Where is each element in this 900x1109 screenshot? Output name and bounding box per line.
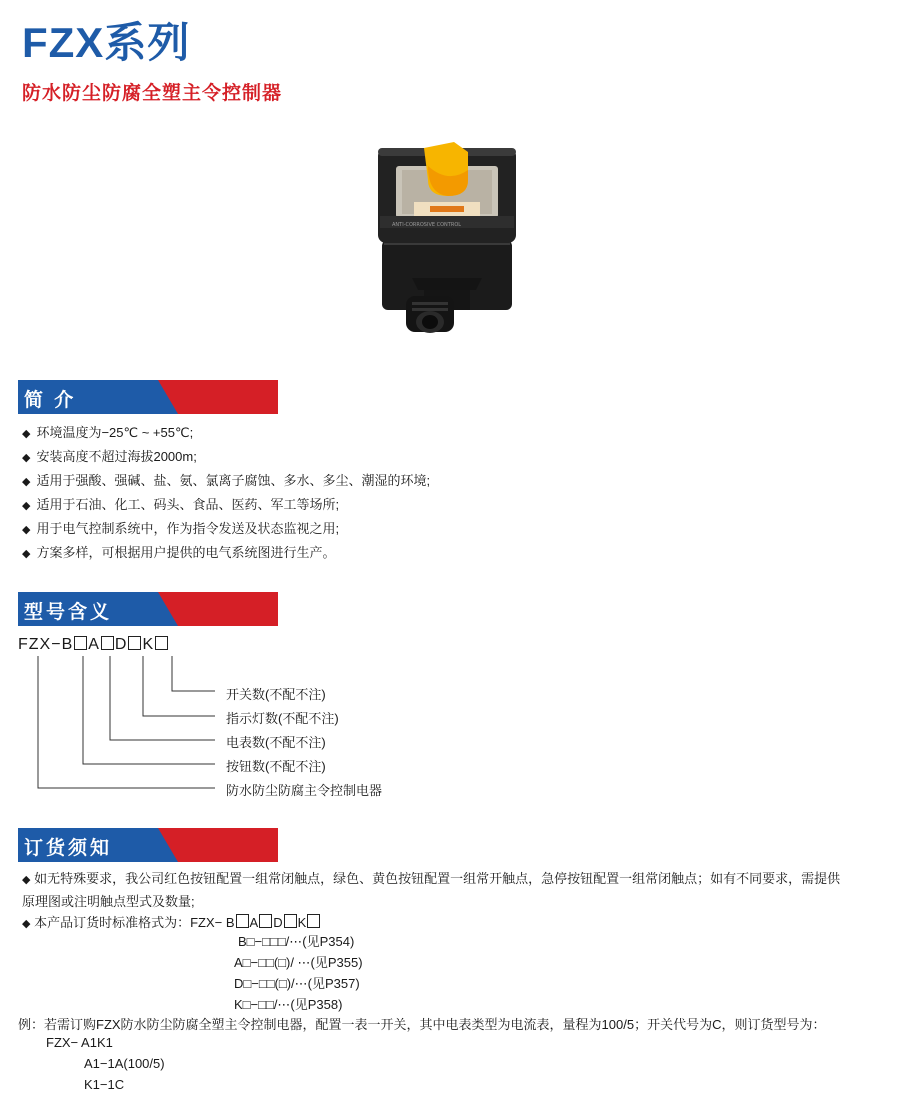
legend-meter-count: 电表数(不配不注) bbox=[226, 735, 326, 750]
model-code: FZX−B A D K bbox=[18, 636, 169, 654]
example-code-2: A1−1A(100/5) bbox=[84, 1056, 165, 1071]
section-heading: 简 介 bbox=[24, 390, 77, 411]
list-item: ◆ 适用于强酸、强碱、盐、氨、氯离子腐蚀、多水、多尘、潮湿的环境; bbox=[22, 473, 431, 488]
diamond-bullet-icon: ◆ bbox=[22, 500, 31, 512]
list-item: ◆ 适用于石油、化工、码头、食品、医药、军工等场所; bbox=[22, 497, 340, 512]
order-note-cont: 原理图或注明触点型式及数量; bbox=[22, 894, 195, 909]
legend-button-count: 按钮数(不配不注) bbox=[226, 759, 326, 774]
order-example: 例：若需订购FZX防水防尘防腐全塑主令控制电器，配置一表一开关，其中电表类型为电流表，量程为100/5；开关代号为C，则订货型号为： bbox=[18, 1017, 826, 1032]
diamond-bullet-icon: ◆ bbox=[22, 548, 31, 560]
format-d: D□−□□(□)/⋯(见P357) bbox=[234, 976, 360, 991]
order-notes bbox=[22, 868, 882, 935]
order-format: ◆ 本产品订货时标准格式为：FZX− B A D K bbox=[22, 912, 882, 935]
section-banner-order bbox=[18, 828, 278, 862]
list-item: ◆ 环境温度为−25℃ ~ +55℃; bbox=[22, 425, 194, 440]
example-code-3: K1−1C bbox=[84, 1077, 125, 1092]
page-subtitle: 防水防尘防腐全塑主令控制器 bbox=[22, 83, 283, 104]
svg-text:ANTI-CORROSIVE CONTROL: ANTI-CORROSIVE CONTROL bbox=[392, 222, 462, 228]
legend-indicator-count: 指示灯数(不配不注) bbox=[226, 711, 339, 726]
list-item: ◆ 用于电气控制系统中，作为指令发送及状态监视之用; bbox=[22, 521, 340, 536]
list-item: ◆ 安装高度不超过海拔2000m; bbox=[22, 449, 197, 464]
list-item: ◆ 方案多样，可根据用户提供的电气系统图进行生产。 bbox=[22, 545, 336, 560]
section-heading: 型号含义 bbox=[24, 602, 113, 623]
diamond-bullet-icon: ◆ bbox=[22, 874, 31, 886]
page-title: FZX系列 bbox=[22, 19, 191, 66]
diamond-bullet-icon: ◆ bbox=[22, 452, 31, 464]
diamond-bullet-icon: ◆ bbox=[22, 476, 31, 488]
order-note: ◆ 如无特殊要求，我公司红色按钮配置一组常闭触点，绿色、黄色按钮配置一组常开触点，急停按钮配置一组常闭触点；如有不同要求，需提供 bbox=[22, 871, 841, 886]
section-heading: 订货须知 bbox=[24, 838, 113, 859]
legend-switch-count: 开关数(不配不注) bbox=[226, 687, 326, 702]
format-k: K□−□□/⋯(见P358) bbox=[234, 997, 343, 1012]
diamond-bullet-icon: ◆ bbox=[22, 524, 31, 536]
example-code-1: FZX− A1K1 bbox=[46, 1035, 113, 1050]
diamond-bullet-icon: ◆ bbox=[22, 428, 31, 440]
format-b: B□−□□□/⋯(见P354) bbox=[238, 934, 355, 949]
format-a: A□−□□(□)/ ⋯(见P355) bbox=[234, 955, 363, 970]
legend-device-name: 防水防尘防腐主令控制电器 bbox=[226, 783, 383, 798]
